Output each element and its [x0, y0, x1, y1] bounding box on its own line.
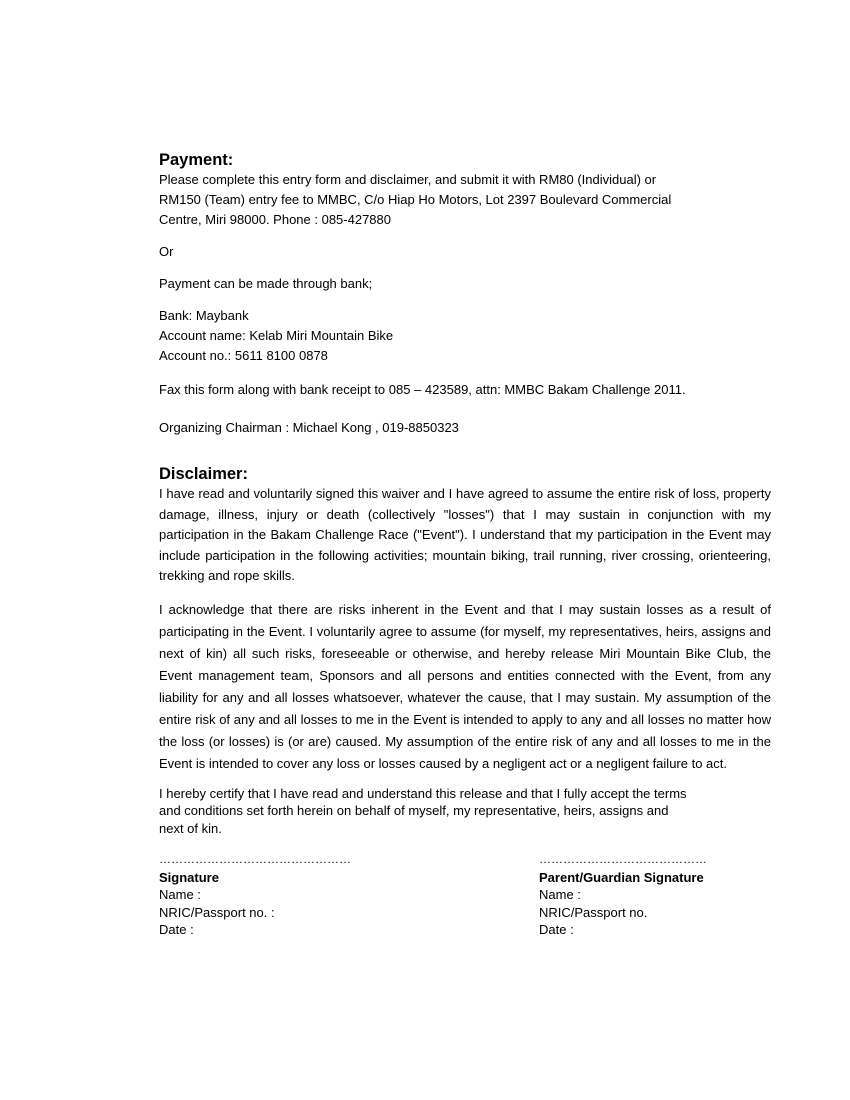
bank-intro: Payment can be made through bank; — [159, 276, 373, 291]
name-field[interactable]: Name : — [159, 887, 201, 902]
disclaimer-paragraph-1: I have read and voluntarily signed this waiver and I have agreed to assume the entire risk of loss, property damage, illness, injury or death (collectively "losses") that I may sustain in conjunction with my participation in the Bakam Challenge Race ("Event"). I understand that my participation in the Event may include participation in the following activities; mountain biking, trail running, river crossing, orienteering, trekking and rope skills. — [159, 486, 771, 583]
disclaimer-heading: Disclaimer: — [159, 465, 248, 483]
guardian-name-field[interactable]: Name : — [539, 887, 581, 902]
payment-or: Or — [159, 244, 174, 259]
disclaimer-body — [159, 484, 771, 837]
payment-intro-line: Please complete this entry form and disclaimer, and submit it with RM80 (Individual) or — [159, 172, 657, 187]
payment-intro — [159, 170, 771, 230]
certification-line: and conditions set forth herein on behalf of myself, my representative, heirs, assigns and — [159, 803, 669, 818]
guardian-signature-label: Parent/Guardian Signature — [539, 869, 704, 885]
payment-heading: Payment: — [159, 151, 234, 169]
guardian-nric-passport-field[interactable]: NRIC/Passport no. — [539, 904, 648, 920]
certification-line: I hereby certify that I have read and understand this release and that I fully accept the terms — [159, 785, 687, 801]
signature-label: Signature — [159, 869, 219, 885]
account-number: Account no.: 5611 8100 0878 — [159, 348, 328, 363]
guardian-signature-block — [539, 851, 707, 939]
document-page — [159, 150, 771, 947]
payment-intro-line: Centre, Miri 98000. Phone : 085-427880 — [159, 212, 391, 227]
date-field[interactable]: Date : — [159, 922, 194, 937]
certification-line: next of kin. — [159, 820, 222, 836]
account-name: Account name: Kelab Miri Mountain Bike — [159, 328, 394, 343]
guardian-signature-line[interactable]: …………………………………… — [539, 852, 707, 866]
participant-signature-block — [159, 851, 351, 939]
guardian-date-field[interactable]: Date : — [539, 922, 574, 937]
certification-statement — [159, 785, 771, 838]
signature-section — [159, 851, 771, 947]
signature-line[interactable]: ………………………………………… — [159, 852, 351, 866]
bank-details — [159, 306, 771, 366]
organizing-chairman: Organizing Chairman : Michael Kong , 019-8850323 — [159, 420, 459, 435]
payment-intro-line: RM150 (Team) entry fee to MMBC, C/o Hiap Ho Motors, Lot 2397 Boulevard Commercial — [159, 192, 672, 207]
bank-name: Bank: Maybank — [159, 308, 249, 323]
nric-passport-field[interactable]: NRIC/Passport no. : — [159, 904, 275, 920]
fax-instruction: Fax this form along with bank receipt to 085 – 423589, attn: MMBC Bakam Challenge 2011. — [159, 382, 686, 397]
disclaimer-paragraph-2: I acknowledge that there are risks inherent in the Event and that I may sustain losses as a result of participating in the Event. I voluntarily agree to assume (for myself, my representatives, heirs, assigns and next of kin) all such risks, foreseeable or otherwise, and hereby release Miri Mountain Bike Club, the Event management team, Sponsors and all persons and entities connected with the Event, from any liability for any and all losses whatsoever, whatever the cause, that I may sustain. My assumption of the entire risk of any and all losses to me in the Event is intended to apply to any and all losses no matter how the loss (or losses) is (or are) caused. My assumption of the entire risk of any and all losses to me in the Event is intended to cover any loss or losses caused by a negligent act or a negligent failure to act. — [159, 601, 771, 771]
